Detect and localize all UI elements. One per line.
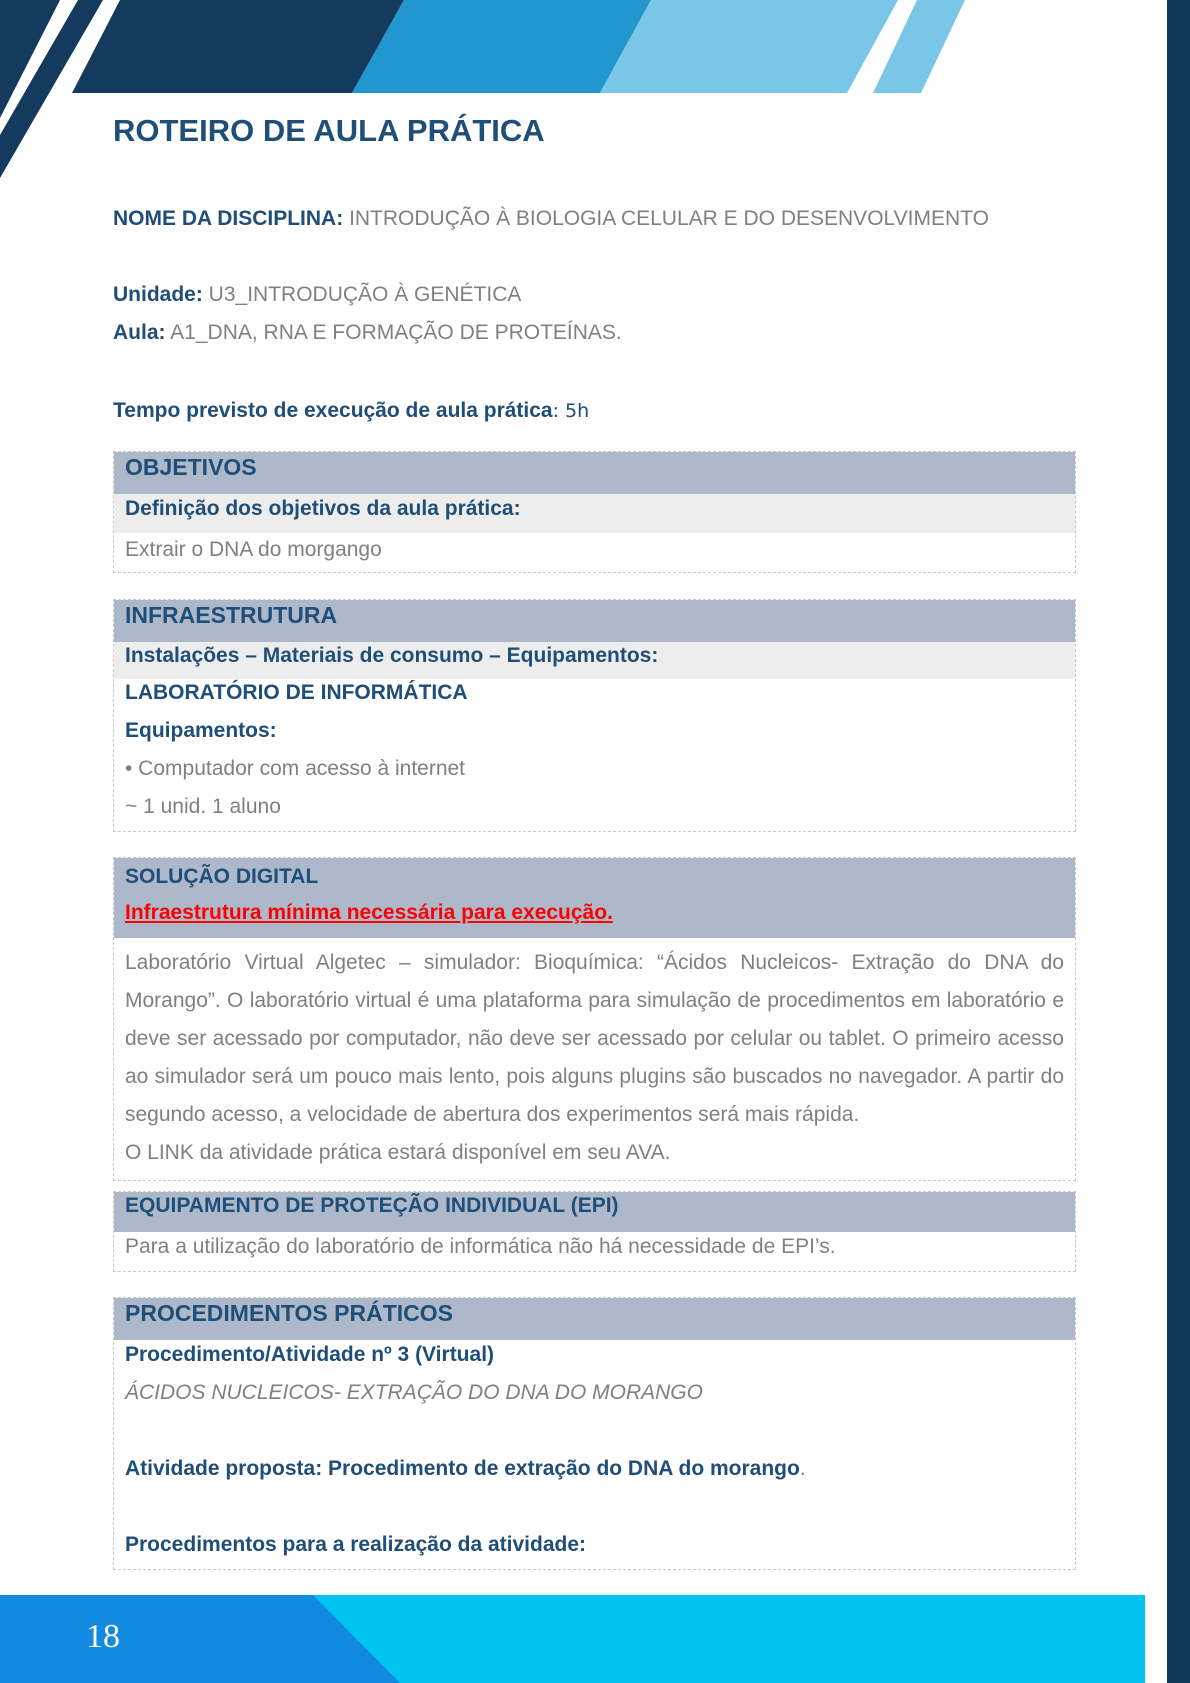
page-number: 18 [86,1618,120,1655]
discipline-value: INTRODUÇÃO À BIOLOGIA CELULAR E DO DESENVOLVIMENTO [343,207,989,230]
procedimentos-section [113,1297,1076,1570]
solucao-header-block [114,858,1075,938]
equipment-item: • Computador com acesso à internet [125,757,466,780]
lab-name: LABORATÓRIO DE INFORMÁTICA [125,681,468,704]
infraestrutura-subheading: Instalações – Materiais de consumo – Equipamentos: [114,642,1075,679]
steps-label: Procedimentos para a realização da atividade: [125,1533,587,1556]
activity-title: Procedimento/Atividade nº 3 (Virtual) [125,1343,495,1366]
activity-subtitle: ÁCIDOS NUCLEICOS- EXTRAÇÃO DO DNA DO MORANGO [125,1381,703,1404]
objetivos-text: Extrair o DNA do morgango [125,538,382,561]
solucao-link-note: O LINK da atividade prática estará disponível em seu AVA. [125,1141,671,1164]
infraestrutura-heading: INFRAESTRUTURA [114,600,1075,642]
header-mid-band [352,0,651,93]
objetivos-heading: OBJETIVOS [114,452,1075,494]
unit-line [113,283,521,307]
header-decoration [0,0,1166,185]
time-line [113,399,589,423]
page-title: ROTEIRO DE AULA PRÁTICA [113,113,545,148]
procedimentos-heading: PROCEDIMENTOS PRÁTICOS [114,1298,1075,1340]
solucao-digital-section [113,857,1076,1181]
header-light-band [600,0,898,93]
epi-text: Para a utilização do laboratório de informática não há necessidade de EPI’s. [125,1235,836,1258]
class-label: Aula: [113,321,166,344]
proposed-activity-line [114,1454,1075,1492]
time-label: Tempo previsto de execução de aula prática [113,399,553,422]
objetivos-subheading: Definição dos objetivos da aula prática: [114,494,1075,533]
infraestrutura-section [113,599,1076,832]
proposed-activity: Atividade proposta: Procedimento de extração do DNA do morango [125,1457,800,1480]
class-value: A1_DNA, RNA E FORMAÇÃO DE PROTEÍNAS. [165,321,622,344]
discipline-label: NOME DA DISCIPLINA: [113,207,344,230]
equipment-ratio: ~ 1 unid. 1 aluno [125,795,281,818]
proposed-activity-end: . [799,1457,806,1480]
footer-decoration [0,1595,1145,1683]
solucao-description: Laboratório Virtual Algetec – simulador: Bioquímica: “Ácidos Nucleicos- Extração do DNA do Morango”. O laboratório virtual é uma plataforma para simulação de procedimentos em laboratório e deve ser acessado por computador, não deve ser acessado por celular ou tablet. O primeiro acesso ao simulador será um pouco mais lento, pois alguns plugins são buscados no navegador. A partir do segundo acesso, a velocidade de abertura dos experimentos será mais rápida. [125,951,1064,1126]
solucao-paragraph [114,938,1075,1180]
class-line [113,321,622,345]
unit-label: Unidade: [113,283,203,306]
time-value: : 5h [552,400,590,422]
epi-heading: EQUIPAMENTO DE PROTEÇÃO INDIVIDUAL (EPI) [114,1192,1075,1232]
solucao-heading: SOLUÇÃO DIGITAL [125,865,319,888]
discipline-line [113,207,989,231]
objetivos-section [113,451,1076,573]
infraestrutura-minima-link[interactable]: Infraestrutura mínima necessária para execução. [125,901,613,924]
unit-value: U3_INTRODUÇÃO À GENÉTICA [202,283,522,306]
right-edge-bar [1167,0,1190,1683]
header-dark-band [72,0,404,93]
equipment-label: Equipamentos: [125,719,277,742]
epi-section [113,1191,1076,1272]
